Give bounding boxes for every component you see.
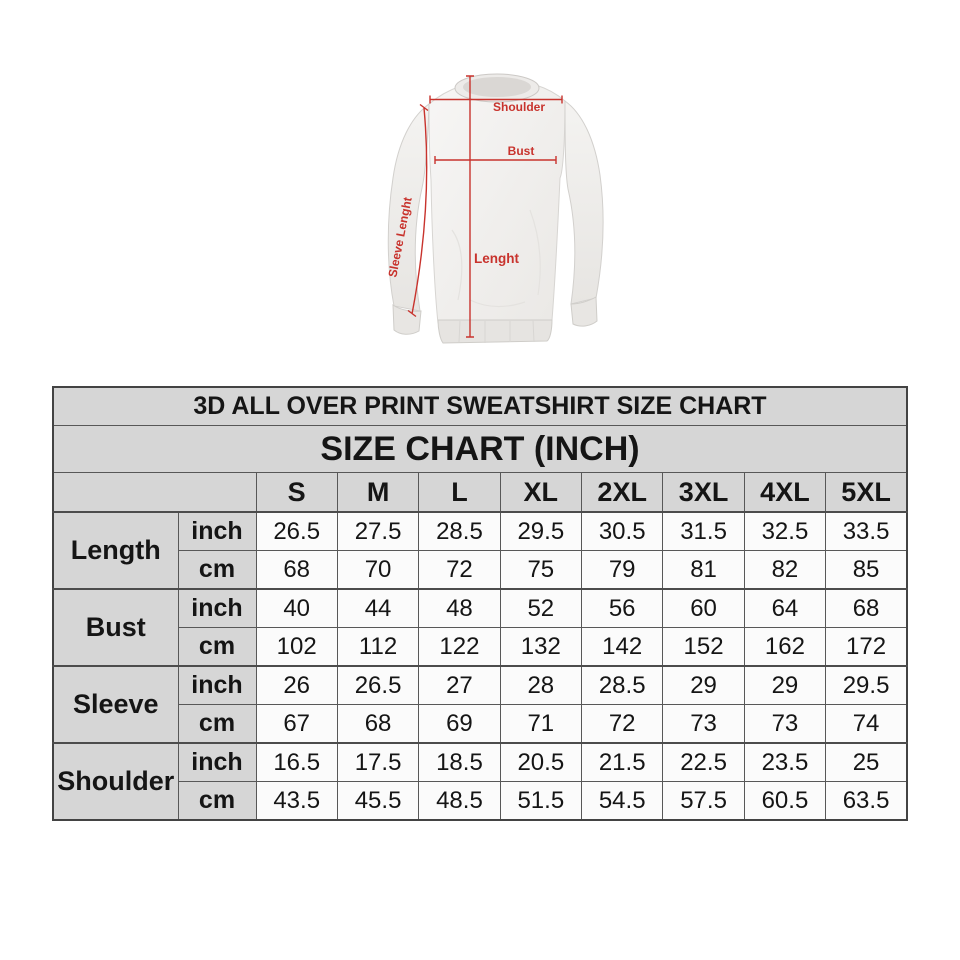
- value-cell: 28.5: [582, 666, 663, 705]
- value-cell: 29: [744, 666, 825, 705]
- value-cell: 132: [500, 628, 581, 667]
- value-cell: 142: [582, 628, 663, 667]
- size-header-4xl: 4XL: [744, 473, 825, 513]
- value-cell: 48.5: [419, 782, 500, 821]
- value-cell: 112: [337, 628, 418, 667]
- value-cell: 68: [256, 551, 337, 590]
- value-cell: 172: [826, 628, 907, 667]
- value-cell: 152: [663, 628, 744, 667]
- value-cell: 26.5: [337, 666, 418, 705]
- value-cell: 69: [419, 705, 500, 744]
- measurement-row-length-cm: [53, 551, 907, 590]
- unit-label-cm: cm: [178, 705, 256, 744]
- unit-label-inch: inch: [178, 589, 256, 628]
- value-cell: 54.5: [582, 782, 663, 821]
- value-cell: 74: [826, 705, 907, 744]
- value-cell: 72: [582, 705, 663, 744]
- size-chart-table: [52, 386, 908, 821]
- value-cell: 30.5: [582, 512, 663, 551]
- value-cell: 64: [744, 589, 825, 628]
- length-annotation-label: Lenght: [474, 251, 519, 266]
- size-header-xl: XL: [500, 473, 581, 513]
- unit-label-cm: cm: [178, 782, 256, 821]
- value-cell: 71: [500, 705, 581, 744]
- value-cell: 51.5: [500, 782, 581, 821]
- value-cell: 29.5: [826, 666, 907, 705]
- value-cell: 32.5: [744, 512, 825, 551]
- value-cell: 40: [256, 589, 337, 628]
- measurement-row-sleeve-cm: [53, 705, 907, 744]
- measurement-row-sleeve-inch: [53, 666, 907, 705]
- sweatshirt-hem: [438, 320, 552, 343]
- value-cell: 82: [744, 551, 825, 590]
- value-cell: 48: [419, 589, 500, 628]
- size-header-5xl: 5XL: [826, 473, 907, 513]
- value-cell: 26: [256, 666, 337, 705]
- sweatshirt-illustration: [378, 58, 612, 350]
- value-cell: 52: [500, 589, 581, 628]
- value-cell: 70: [337, 551, 418, 590]
- measurement-label-sleeve: Sleeve: [53, 666, 178, 743]
- size-header-3xl: 3XL: [663, 473, 744, 513]
- measurement-label-bust: Bust: [53, 589, 178, 666]
- value-cell: 67: [256, 705, 337, 744]
- chart-subtitle-row: [53, 426, 907, 473]
- unit-label-inch: inch: [178, 743, 256, 782]
- value-cell: 72: [419, 551, 500, 590]
- value-cell: 68: [337, 705, 418, 744]
- value-cell: 17.5: [337, 743, 418, 782]
- value-cell: 16.5: [256, 743, 337, 782]
- chart-title: 3D ALL OVER PRINT SWEATSHIRT SIZE CHART: [53, 387, 907, 426]
- value-cell: 23.5: [744, 743, 825, 782]
- value-cell: 26.5: [256, 512, 337, 551]
- value-cell: 122: [419, 628, 500, 667]
- chart-title-row: [53, 387, 907, 426]
- sleeve-length-annotation-label: Sleeve Lenght: [385, 195, 415, 279]
- size-header-2xl: 2XL: [582, 473, 663, 513]
- value-cell: 81: [663, 551, 744, 590]
- value-cell: 162: [744, 628, 825, 667]
- value-cell: 44: [337, 589, 418, 628]
- measurement-row-length-inch: [53, 512, 907, 551]
- value-cell: 73: [744, 705, 825, 744]
- value-cell: 33.5: [826, 512, 907, 551]
- value-cell: 75: [500, 551, 581, 590]
- value-cell: 29.5: [500, 512, 581, 551]
- size-header-row: [53, 473, 907, 513]
- value-cell: 102: [256, 628, 337, 667]
- value-cell: 56: [582, 589, 663, 628]
- value-cell: 85: [826, 551, 907, 590]
- unit-label-inch: inch: [178, 666, 256, 705]
- value-cell: 18.5: [419, 743, 500, 782]
- value-cell: 31.5: [663, 512, 744, 551]
- value-cell: 60: [663, 589, 744, 628]
- chart-subtitle: SIZE CHART (INCH): [53, 426, 907, 473]
- size-header-l: L: [419, 473, 500, 513]
- value-cell: 27.5: [337, 512, 418, 551]
- value-cell: 20.5: [500, 743, 581, 782]
- size-header-s: S: [256, 473, 337, 513]
- value-cell: 28.5: [419, 512, 500, 551]
- measurement-label-length: Length: [53, 512, 178, 589]
- measurement-row-shoulder-inch: [53, 743, 907, 782]
- size-header-m: M: [337, 473, 418, 513]
- value-cell: 45.5: [337, 782, 418, 821]
- value-cell: 29: [663, 666, 744, 705]
- value-cell: 28: [500, 666, 581, 705]
- value-cell: 60.5: [744, 782, 825, 821]
- corner-cell: [53, 473, 256, 513]
- measurement-row-shoulder-cm: [53, 782, 907, 821]
- value-cell: 57.5: [663, 782, 744, 821]
- value-cell: 63.5: [826, 782, 907, 821]
- sweatshirt-body: [429, 80, 565, 323]
- value-cell: 27: [419, 666, 500, 705]
- measurement-label-shoulder: Shoulder: [53, 743, 178, 820]
- bust-annotation-label: Bust: [507, 144, 535, 158]
- measurement-row-bust-inch: [53, 589, 907, 628]
- collar-inner: [463, 77, 531, 97]
- value-cell: 68: [826, 589, 907, 628]
- value-cell: 43.5: [256, 782, 337, 821]
- sweatshirt-right-sleeve: [565, 101, 603, 304]
- measurement-row-bust-cm: [53, 628, 907, 667]
- value-cell: 22.5: [663, 743, 744, 782]
- value-cell: 79: [582, 551, 663, 590]
- unit-label-cm: cm: [178, 628, 256, 667]
- unit-label-inch: inch: [178, 512, 256, 551]
- value-cell: 73: [663, 705, 744, 744]
- value-cell: 21.5: [582, 743, 663, 782]
- value-cell: 25: [826, 743, 907, 782]
- unit-label-cm: cm: [178, 551, 256, 590]
- shoulder-annotation-label: Shoulder: [492, 100, 546, 114]
